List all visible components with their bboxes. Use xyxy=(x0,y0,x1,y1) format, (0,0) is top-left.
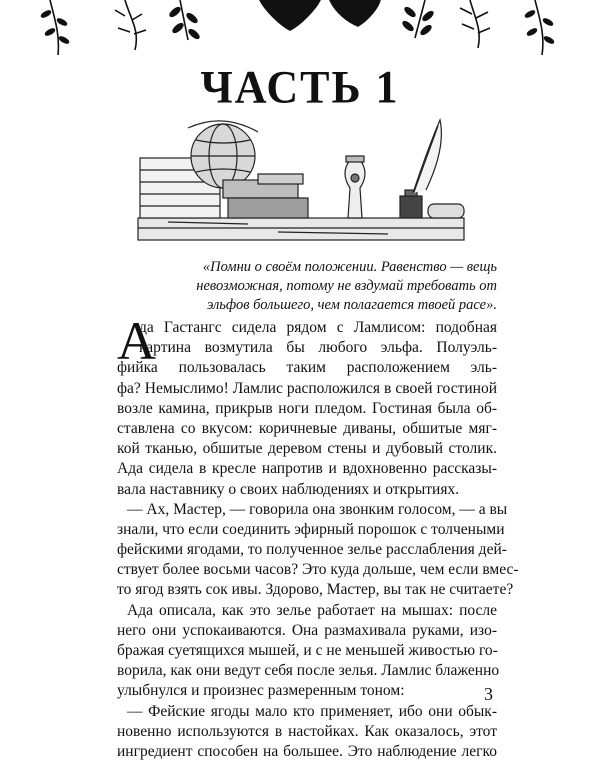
text-line: него они успокаиваются. Она размахивала руками, изо- xyxy=(117,621,497,639)
text-line: ворила, как они ведут себя после зелья. Ламлис блаженно xyxy=(117,662,500,680)
epigraph-line: «Помни о своём положении. Равенство — вещь xyxy=(202,259,497,275)
epigraph xyxy=(165,258,497,315)
text-line: новенно используются в настойках. Как оказалось, этот xyxy=(117,722,497,740)
text-line: фа? Немыслимо! Ламлис расположился в своей гостиной xyxy=(117,379,497,397)
text-line: возле камина, прикрыв ноги пледом. Гостиная была об- xyxy=(117,399,497,417)
text-line: кой тканью, обшитые деревом стены и дубовый столик. xyxy=(117,440,497,458)
text-line: ингредиент способен на большее. Это наблюдение легко xyxy=(117,742,497,760)
text-line: знали, что если соединить эфирный порошок с толчеными xyxy=(117,520,505,538)
text-line: ствует более восьми часов? Это куда дольше, чем если вмес- xyxy=(117,561,519,579)
epigraph-line: невозможная, потому не вздумай требовать от xyxy=(196,278,497,294)
desk-illustration xyxy=(128,118,474,250)
text-line: фейскими ягодами, то полученное зелье расслабления дей- xyxy=(117,541,507,559)
text-line: улыбнулся и произнес размеренным тоном: xyxy=(117,682,405,700)
body-text xyxy=(117,318,519,762)
chapter-title: ЧАСТЬ 1 xyxy=(200,61,400,114)
text-line: Ада описала, как это зелье работает на мышах: после xyxy=(127,601,497,619)
page-number: 3 xyxy=(484,684,493,704)
text-line: бражая суетящихся мышей, и с не меньшей живостью го- xyxy=(117,642,498,659)
drop-cap: А xyxy=(117,311,156,371)
text-line: ставлена со вкусом: коричневые диваны, обшитые мяг- xyxy=(117,419,497,437)
epigraph-line: эльфов большего, чем полагается твоей расе». xyxy=(206,297,497,313)
text-line: Ада сидела в кресле напротив и вдохновенно рассказы- xyxy=(117,460,497,478)
text-line: — Ах, Мастер, — говорила она звонким голосом, — а вы xyxy=(127,500,508,518)
text-line: то ягод взять сок ивы. Здорово, Мастер, вы так не считаете? xyxy=(117,581,514,599)
text-line: вала наставнику о своих наблюдениях и открытиях. xyxy=(117,480,460,498)
text-line: картина возмутила бы любого эльфа. Полуэль- xyxy=(139,339,497,357)
text-line: — Фейские ягоды мало кто применяет, ибо они обык- xyxy=(127,702,497,720)
text-line: да Гастангс сидела рядом с Ламлисом: подобная xyxy=(139,319,497,336)
text-line: фийка пользовалась таким расположением эль- xyxy=(117,359,497,377)
foliage-border-illustration xyxy=(30,0,570,60)
